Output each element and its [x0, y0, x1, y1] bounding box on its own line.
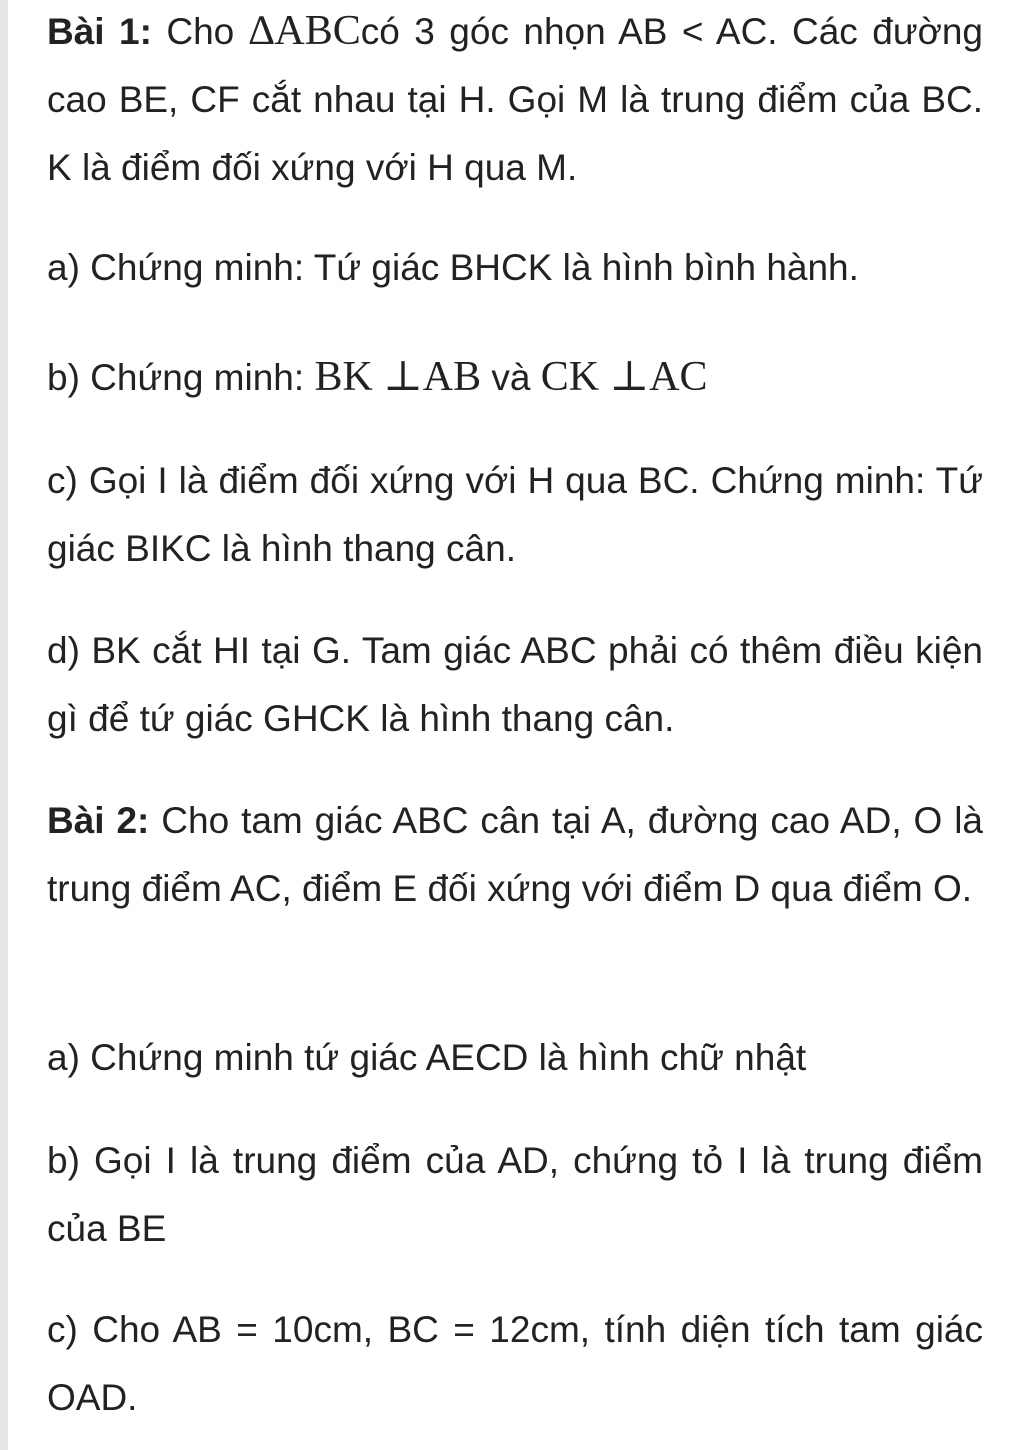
bai2-part-a: a) Chứng minh tứ giác AECD là hình chữ nhật [47, 1037, 807, 1078]
bai1-text-before: Cho [151, 11, 249, 52]
bai1-part-b-math1: BK ⊥AB [314, 354, 482, 400]
left-border [0, 0, 8, 1450]
bai1-text-after: có 3 góc nhọn AB < AC. Các đường cao BE, CF cắt nhau tại H. Gọi M là trung điểm của BC. K là điểm đối xứng với H qua M. [47, 11, 984, 188]
bai1-statement [47, 0, 983, 202]
bai1-part-b-mid: và [481, 357, 541, 398]
bai1-part-b-prefix: b) Chứng minh: [47, 357, 315, 398]
bai1-part-a: a) Chứng minh: Tứ giác BHCK là hình bình hành. [47, 247, 859, 288]
bai1-triangle-math: ∆ABC [248, 8, 361, 54]
bai1-part-c: c) Gọi I là điểm đối xứng với H qua BC. Chứng minh: Tứ giác BIKC là hình thang cân. [47, 460, 983, 569]
bai2-part-b: b) Gọi I là trung điểm của AD, chứng tỏ I là trung điểm của BE [47, 1140, 983, 1249]
bai2-label: Bài 2: [47, 800, 150, 841]
bai1-part-d: d) BK cắt HI tại G. Tam giác ABC phải có thêm điều kiện gì để tứ giác GHCK là hình thang cân. [47, 630, 983, 739]
bai2-part-c: c) Cho AB = 10cm, BC = 12cm, tính diện tích tam giác OAD. [47, 1309, 983, 1418]
bai2-statement [47, 787, 983, 923]
bai1-part-b-math2: CK ⊥AC [540, 354, 708, 400]
bai2-text: Cho tam giác ABC cân tại A, đường cao AD, O là trung điểm AC, điểm E đối xứng với điểm D qua điểm O. [47, 800, 983, 909]
bai1-part-b [47, 343, 983, 412]
bai1-label: Bài 1: [47, 11, 152, 52]
